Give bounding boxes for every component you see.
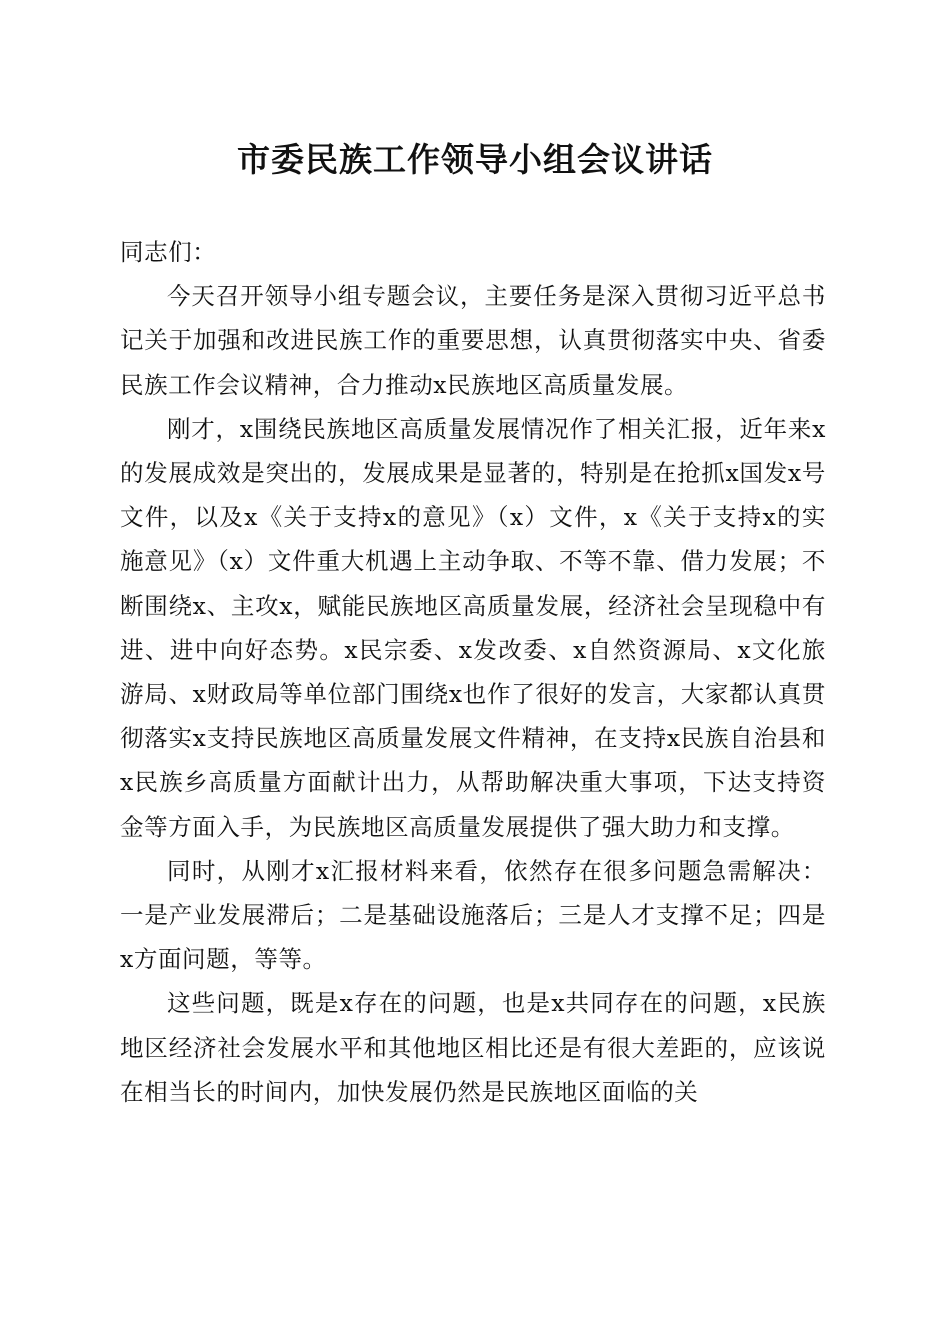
salutation: 同志们： <box>120 238 217 266</box>
paragraph-analysis: 这些问题，既是x存在的问题，也是x共同存在的问题，x民族地区经济社会发展水平和其他地区相比还是有很大差距的，应该说在相当长的时间内，加快发展仍然是民族地区面临的关 <box>120 989 826 1106</box>
document-title: 市委民族工作领导小组会议讲话 <box>237 140 713 179</box>
paragraph-problems: 同时，从刚才x汇报材料来看，依然存在很多问题急需解决：一是产业发展滞后；二是基础设施落后；三是人才支撑不足；四是x方面问题，等等。 <box>120 856 826 974</box>
paragraph-opening: 今天召开领导小组专题会议，主要任务是深入贯彻习近平总书记关于加强和改进民族工作的重要思想，认真贯彻落实中央、省委民族工作会议精神，合力推动x民族地区高质量发展。 <box>120 282 826 399</box>
document-body <box>120 230 826 1114</box>
paragraph-report-review: 刚才，x围绕民族地区高质量发展情况作了相关汇报，近年来x的发展成效是突出的，发展成果是显著的，特别是在抢抓x国发x号文件，以及x《关于支持x的意见》（x）文件，x《关于支持x的实施意见》（x）文件重大机遇上主动争取、不等不靠、借力发展；不断围绕x、主攻x，赋能民族地区高质量发展，经济社会呈现稳中有进、进中向好态势。x民宗委、x发改委、x自然资源局、x文化旅游局、x财政局等单位部门围绕x也作了很好的发言，大家都认真贯彻落实x支持民族地区高质量发展文件精神，在支持x民族自治县和x民族乡高质量方面献计出力，从帮助解决重大事项，下达支持资金等方面入手，为民族地区高质量发展提供了强大助力和支撑。 <box>120 414 826 841</box>
